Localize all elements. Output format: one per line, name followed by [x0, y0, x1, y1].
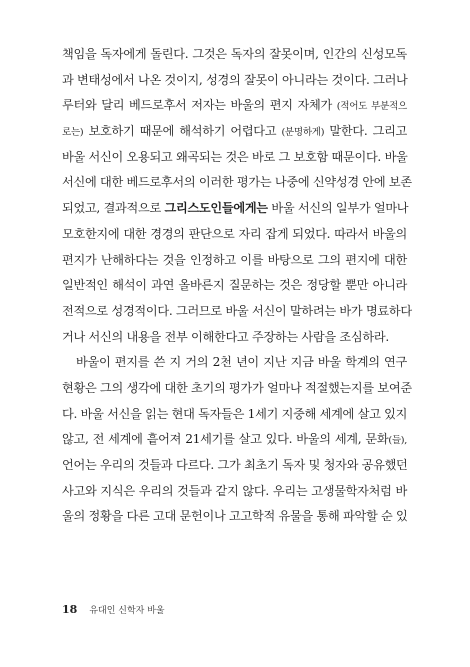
text-span: 울의 정황을 다른 고대 문헌이나 고고학적 유물을 통해 파악할 순 있: [62, 509, 408, 524]
text-span: 다. 바울 서신을 읽는 현대 독자들은 1세기 지중해 세계에 살고 있지: [62, 406, 408, 421]
text-line: [62, 248, 407, 274]
text-line: [62, 119, 407, 145]
text-span: 전적으로 성경적이다. 그러므로 바울 서신이 말하려는 바가 명료하다: [62, 303, 412, 318]
text-line: [62, 222, 407, 248]
text-line: [62, 170, 412, 196]
text-span: 말한다. 그리고: [324, 124, 408, 139]
text-span: 않고, 전 세계에 흩어져 21세기를 살고 있다. 바울의 세계, 문화: [62, 432, 389, 447]
text-line: [62, 402, 407, 428]
text-line: [62, 504, 407, 530]
parenthetical-note: 로는): [62, 127, 84, 139]
text-span: 서신에 대한 베드로후서의 이러한 평가는 나중에 신약성경 안에 보존: [62, 175, 412, 190]
text-line: [62, 68, 407, 94]
text-line: [62, 350, 407, 376]
text-line: [62, 196, 407, 222]
text-span: 바울 서신이 오용되고 왜곡되는 것은 바로 그 보호함 때문이다. 바울: [62, 149, 408, 164]
text-line: [62, 427, 407, 453]
text-line: [62, 145, 407, 171]
text-span: 모호한지에 대한 경경의 판단으로 자리 잡게 되었다. 따라서 바울의: [62, 226, 407, 241]
text-line: [62, 453, 407, 479]
text-line: [62, 325, 407, 351]
text-line: [62, 42, 407, 68]
text-span: 일반적인 해석이 과연 올바른지 질문하는 것은 정당할 뿐만 아니라: [62, 278, 407, 293]
text-span: 언어는 우리의 것들과 다르다. 그가 최초기 독자 및 청자와 공유했던: [62, 458, 408, 472]
page-number: 18: [62, 603, 78, 616]
text-line: [62, 376, 412, 402]
text-span: 루터와 달리 베드로후서 저자는 바울의 편지 자체가: [62, 98, 332, 113]
text-line: [62, 273, 407, 299]
parenthetical-note: (분명하게): [281, 127, 325, 139]
parenthetical-note: (적어도 부분적으: [336, 101, 408, 113]
text-span: 바울이 편지를 쓴 지 거의 2천 년이 지난 지금 바울 학계의 연구: [76, 355, 407, 370]
text-line: [62, 479, 407, 505]
text-span: 보호하기 때문에 해석하기 어렵다고: [83, 124, 282, 139]
running-title: 유대인 신학자 바울: [89, 606, 165, 616]
text-line: [62, 93, 407, 119]
text-line: [62, 299, 412, 325]
text-span: 과 변태성에서 나온 것이지, 성경의 잘못이 아니라는 것이다. 그러나: [62, 72, 408, 87]
text-span: 사고와 지식은 우리의 것들과 같지 않다. 우리는 고생물학자처럼 바: [62, 483, 407, 498]
text-span: 현황은 그의 생각에 대한 초기의 평가가 얼마나 적절했는지를 보여준: [62, 380, 412, 395]
parenthetical-note: (들),: [388, 435, 407, 447]
text-span: 바울 서신의 일부가 얼마나: [267, 201, 409, 216]
text-span: 거나 서신의 내용을 전부 이해한다고 주장하는 사람을 조심하라.: [62, 329, 389, 344]
body-text: [62, 42, 412, 530]
page-footer: [62, 603, 165, 617]
text-span: 책임을 독자에게 돌린다. 그것은 독자의 잘못이며, 인간의 신성모독: [62, 47, 407, 61]
bold-emphasis: 그리스도인들에게는: [164, 201, 268, 216]
text-span: 편지가 난해하다는 것을 인정하고 이를 바탕으로 그의 편지에 대한: [62, 252, 407, 267]
text-span: 되었고, 결과적으로: [62, 201, 165, 216]
